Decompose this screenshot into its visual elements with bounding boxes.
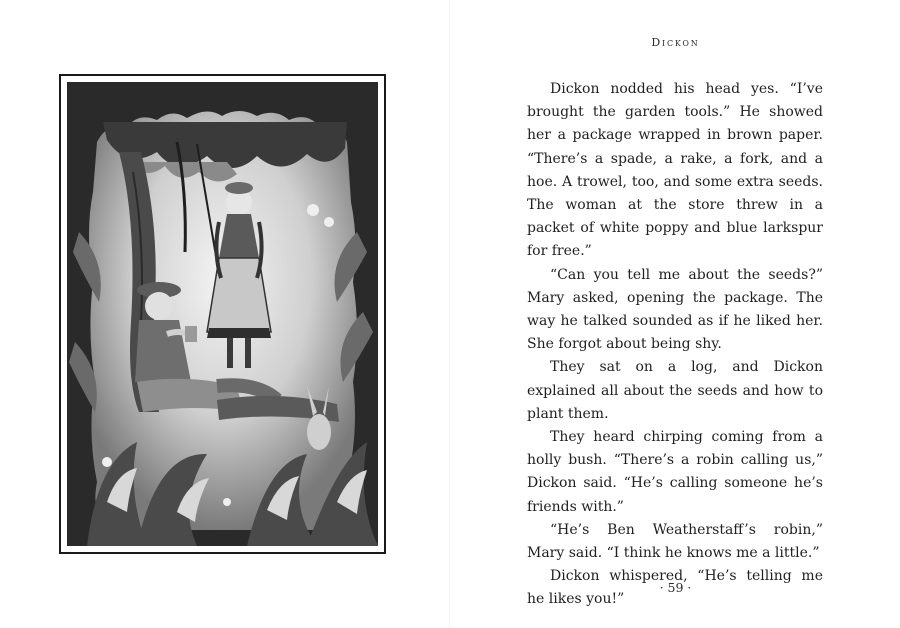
paragraph: They heard chirping coming from a holly bush. “There’s a robin calling us,” Dickon said. “He’s calling someone he’s friends with.”	[527, 429, 823, 515]
garden-illustration	[67, 82, 378, 546]
right-page	[451, 0, 900, 628]
paragraph: “Can you tell me about the seeds?” Mary asked, opening the package. The way he talked sounded as if he liked her. She forgot about being shy.	[527, 266, 823, 353]
paragraph: “He’s Ben Weatherstaff’s robin,” Mary said. “I think he knows me a little.”	[527, 521, 823, 562]
illustration-frame	[59, 74, 386, 554]
body-text	[527, 78, 823, 612]
illustration-artwork	[67, 82, 378, 546]
paragraph: Dickon whispered, “He’s telling me he likes you!”	[527, 568, 823, 608]
page-number: · 59 ·	[659, 580, 692, 595]
paragraph: They sat on a log, and Dickon explained all about the seeds and how to plant them.	[527, 359, 823, 422]
paragraph: Dickon nodded his head yes. “I’ve brought the garden tools.” He showed her a package wrapped in brown paper. “There’s a spade, a rake, a fork, and a hoe. A trowel, too, and some extra seeds. The woman at the store threw in a packet of white poppy and blue larkspur for free.”	[527, 81, 823, 260]
running-head: Dickon	[651, 36, 700, 49]
